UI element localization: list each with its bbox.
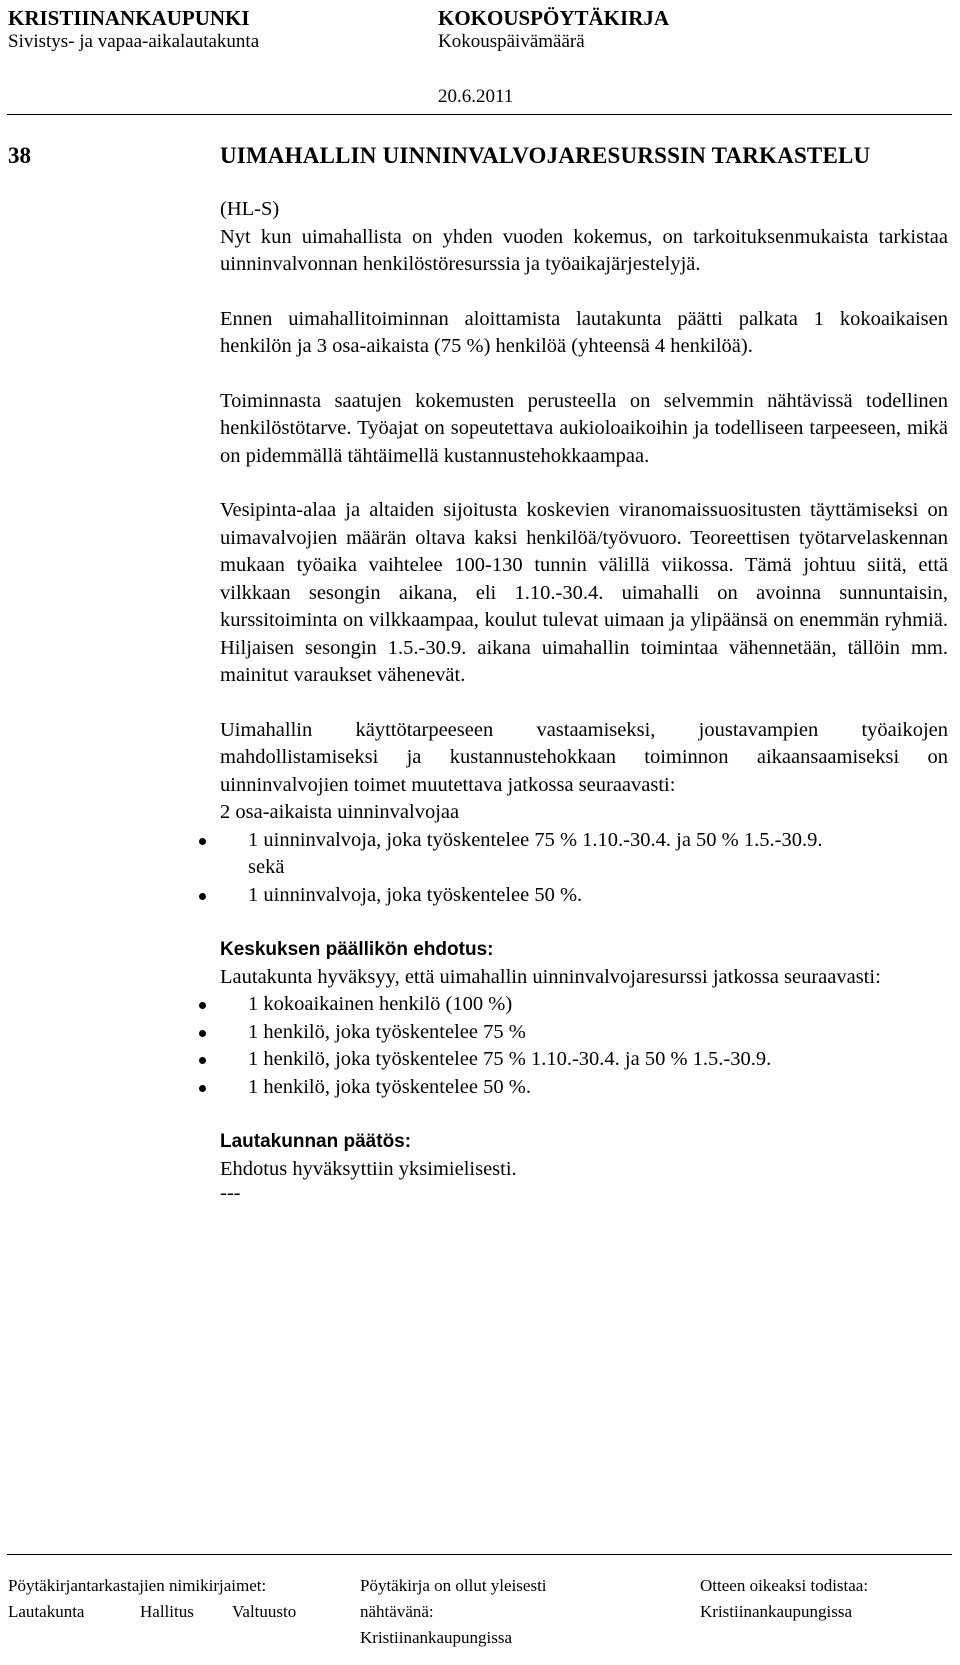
footer-display-line3: Kristiinankaupungissa — [360, 1628, 513, 1647]
bullet-icon — [199, 893, 206, 900]
footer-reviewers-title: Pöytäkirjantarkastajien nimikirjaimet: — [8, 1576, 267, 1595]
proposal-text: Lautakunta hyväksyy, että uimahallin uinninvalvojaresurssi jatkossa seuraavasti: — [220, 965, 881, 988]
document-body — [220, 196, 948, 1203]
paragraph-intro: Nyt kun uimahallista on yhden vuoden kokemus, on tarkoituksenmukaista tarkistaa uinninvalvonnan henkilöstöresurssia ja työaikajärjestelyjä. — [220, 225, 948, 275]
footer-reviewer-lautakunta: Lautakunta — [8, 1602, 85, 1621]
decision-heading: Lautakunnan päätös: — [220, 1131, 412, 1152]
paragraph-proposal-rationale: Uimahallin käyttötarpeeseen vastaamiseksi, joustavampien työaikojen mahdollistamiseksi ja kustannustehokkaan toiminnon aikaansaamiseksi on uinninvalvojien toimet muutettava jatkossa seuraavasti: — [220, 718, 948, 796]
list-item: 1 henkilö, joka työskentelee 75 % 1.10.-30.4. ja 50 % 1.5.-30.9. — [220, 1046, 948, 1074]
paragraph-experience: Toiminnasta saatujen kokemusten perusteella on selvemmin nähtävissä todellinen henkilöstötarve. Työajat on sopeutettava aukioloaikoihin ja todelliseen tarpeeseen, mikä on pidemmällä tähtäimellä kustannustehokkaampaa. — [220, 389, 948, 467]
paragraph-author: (HL-S) — [220, 198, 280, 220]
header-rule — [7, 114, 952, 115]
header-date-label: Kokouspäivämäärä — [438, 31, 585, 52]
footer-certified-line1: Otteen oikeaksi todistaa: — [700, 1576, 869, 1595]
list-item: 1 henkilö, joka työskentelee 50 %. — [220, 1074, 948, 1102]
footer-certified-line2: Kristiinankaupungissa — [700, 1602, 853, 1621]
footer-reviewer-hallitus: Hallitus — [140, 1602, 194, 1621]
list-item: 1 uinninvalvoja, joka työskentelee 75 % 1.10.-30.4. ja 50 % 1.5.-30.9. — [220, 827, 948, 855]
bullet-icon — [199, 1057, 206, 1064]
decision-text: Ehdotus hyväksyttiin yksimielisesti. — [220, 1157, 517, 1180]
list-item: 1 henkilö, joka työskentelee 75 % — [220, 1019, 948, 1047]
section-title: UIMAHALLIN UINNINVALVOJARESURSSIN TARKASTELU — [220, 143, 871, 168]
header-org: KRISTIINANKAUPUNKI — [8, 6, 250, 30]
bullet-icon — [199, 1085, 206, 1092]
list-item: 1 uinninvalvoja, joka työskentelee 50 %. — [220, 882, 948, 910]
staff-list-current — [220, 827, 948, 910]
list-item: 1 kokoaikainen henkilö (100 %) — [220, 991, 948, 1019]
footer-display-line1: Pöytäkirja on ollut yleisesti — [360, 1576, 547, 1595]
staff-list-proposal — [220, 991, 948, 1101]
header-department: Sivistys- ja vapaa-aikalautakunta — [8, 31, 260, 52]
header-date: 20.6.2011 — [438, 86, 514, 107]
decision-end-mark: --- — [220, 1182, 241, 1204]
bullet-icon — [199, 838, 206, 845]
proposal-heading: Keskuksen päällikön ehdotus: — [220, 939, 494, 960]
paragraph-requirements: Vesipinta-alaa ja altaiden sijoitusta koskevien viranomaissuositusten täyttämiseksi on uimavalvojien määrän oltava kaksi henkilöä/työvuoro. Teoreettisen työtarvelaskennan mukaan työaika vaihtelee 100-130 tunnin välillä viikossa. Tämä johtuu siitä, että vilkkaan sesongin aikana, eli 1.10.-30.4. uimahalli on avoinna sunnuntaisin, kurssitoiminta on vilkkaampaa, koulut tulevat uimaan ja ylipäänsä on enemmän ryhmiä. Hiljaisen sesongin 1.5.-30.9. aikana uimahallin toimintaa vähennetään, tällöin mm. mainitut varaukset vähenevät. — [220, 499, 948, 686]
footer-reviewer-valtuusto: Valtuusto — [232, 1602, 297, 1621]
bullet-icon — [199, 1002, 206, 1009]
bullet-icon — [199, 1030, 206, 1037]
paragraph-part-time-count: 2 osa-aikaista uinninvalvojaa — [220, 801, 460, 823]
list-item-continuation: sekä — [248, 856, 285, 878]
paragraph-previous-decision: Ennen uimahallitoiminnan aloittamista lautakunta päätti palkata 1 kokoaikaisen henkilön ja 3 osa-aikaista (75 %) henkilöä (yhteensä 4 henkilöä). — [220, 307, 948, 357]
header-doc-type: KOKOUSPÖYTÄKIRJA — [438, 6, 670, 30]
section-number: 38 — [8, 143, 31, 168]
footer-rule — [7, 1554, 952, 1555]
footer-display-line2: nähtävänä: — [360, 1602, 434, 1621]
